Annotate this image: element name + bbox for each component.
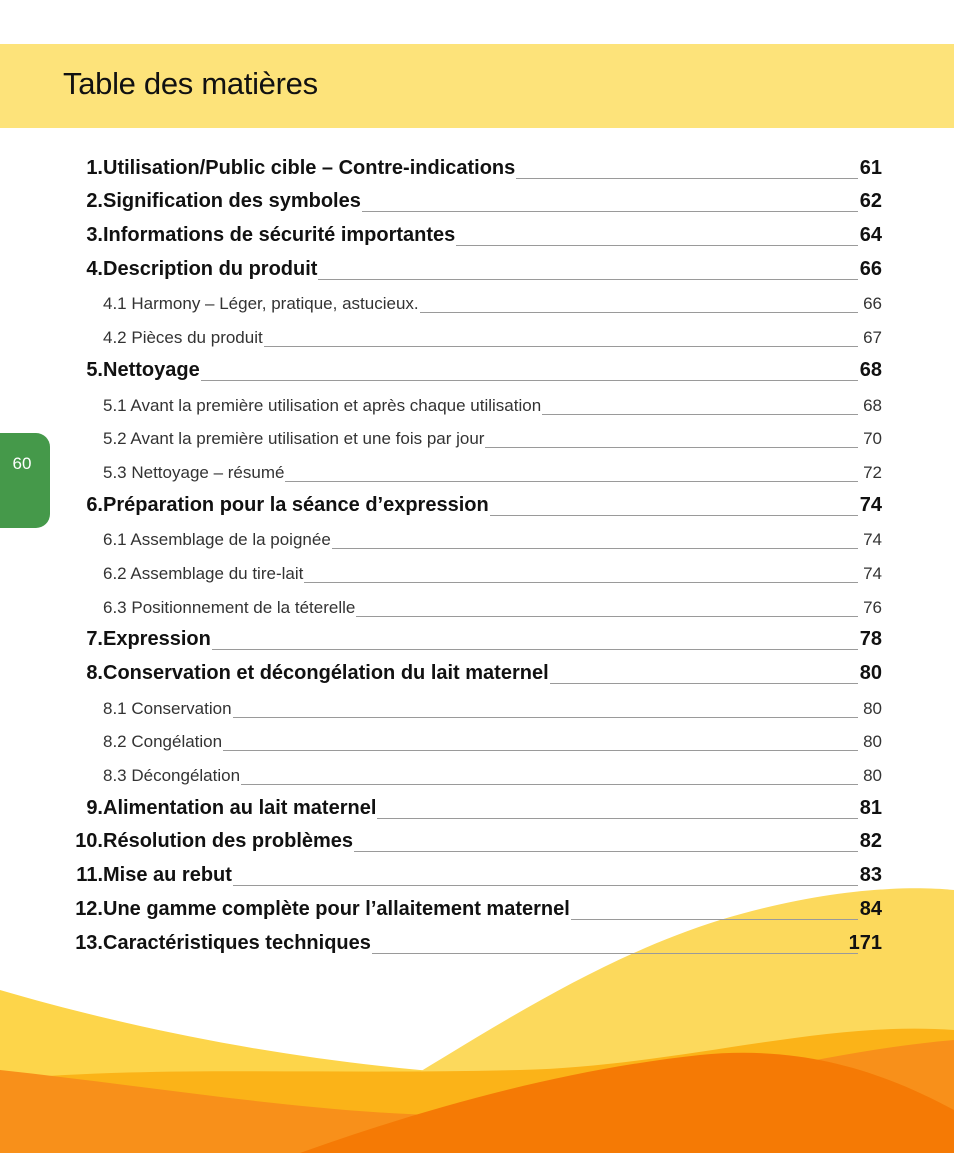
toc-entry[interactable] (0, 786, 954, 820)
toc-entry-page: 70 (863, 429, 882, 449)
toc-entry-title: Caractéristiques techniques (103, 931, 371, 954)
toc-entry-page: 82 (859, 830, 882, 853)
toc-entry-page: 80 (863, 766, 882, 786)
toc-entry-number: 4. (86, 257, 103, 280)
toc-entry-page: 67 (863, 328, 882, 348)
toc-entry-page: 84 (859, 897, 882, 920)
toc-entry[interactable] (0, 146, 954, 180)
toc-entry-number: 9. (86, 796, 103, 819)
toc-entry[interactable] (0, 247, 954, 281)
toc-leader-line (103, 649, 858, 650)
toc-entry-title: Expression (103, 628, 211, 651)
toc-entry-number: 12. (75, 897, 103, 920)
toc-entry-title: Mise au rebut (103, 864, 232, 887)
toc-entry-page: 74 (863, 563, 882, 583)
toc-entry-page: 68 (863, 395, 882, 415)
toc-subentry[interactable] (0, 550, 954, 584)
toc-subentry[interactable] (0, 382, 954, 416)
toc-entry-page: 62 (859, 190, 882, 213)
toc-subentry[interactable] (0, 719, 954, 753)
toc-entry-title: Description du produit (103, 257, 318, 280)
toc-entry-title: 4.1 Harmony – Léger, pratique, astucieux. (103, 294, 419, 314)
toc-entry-number: 5. (86, 358, 103, 381)
toc-subentry[interactable] (0, 449, 954, 483)
toc-entry-number: 13. (75, 931, 103, 954)
toc-entry-title: Conservation et décongélation du lait maternel (103, 662, 549, 684)
toc-entry-page: 72 (863, 462, 882, 482)
toc-entry-page: 171 (848, 931, 882, 954)
toc-subentry[interactable] (0, 752, 954, 786)
toc-entry-page: 80 (859, 662, 882, 684)
toc-entry-title: 8.3 Décongélation (103, 766, 241, 786)
toc-entry-page: 83 (859, 864, 882, 887)
toc-entry-page: 66 (863, 294, 882, 314)
toc-entry[interactable] (0, 820, 954, 854)
toc-entry[interactable] (0, 483, 954, 517)
decorative-waves (0, 880, 954, 1153)
toc-entry-title: 5.1 Avant la première utilisation et après chaque utilisation (103, 395, 542, 415)
toc-entry-title: 5.3 Nettoyage – résumé (103, 462, 285, 482)
toc-subentry[interactable] (0, 584, 954, 618)
toc-entry-page: 80 (863, 732, 882, 752)
toc-entry-number: 7. (86, 628, 103, 651)
toc-entry-page: 64 (859, 224, 882, 247)
toc-subentry[interactable] (0, 685, 954, 719)
toc-entry-number: 2. (86, 190, 103, 213)
toc-entry-page: 74 (863, 530, 882, 550)
toc-entry-title: Signification des symboles (103, 190, 361, 213)
toc-entry-title: Informations de sécurité importantes (103, 224, 456, 247)
toc-entry[interactable] (0, 651, 954, 685)
toc-entry-page: 74 (859, 493, 882, 516)
toc-entry-title: 5.2 Avant la première utilisation et une fois par jour (103, 429, 485, 449)
toc-entry-page: 78 (859, 628, 882, 651)
toc-subentry[interactable] (0, 314, 954, 348)
toc-entry[interactable] (0, 213, 954, 247)
toc-entry-number: 10. (75, 830, 103, 853)
toc-entry-page: 61 (859, 156, 882, 179)
toc-entry-page: 76 (863, 597, 882, 617)
toc-entry-number: 11. (76, 864, 103, 887)
toc-entry[interactable] (0, 618, 954, 652)
toc-entry-title: Préparation pour la séance d’expression (103, 493, 489, 516)
toc-entry-page: 68 (859, 358, 882, 381)
toc-entry-title: 8.2 Congélation (103, 732, 223, 752)
toc-entry-title: Résolution des problèmes (103, 830, 354, 853)
toc-entry-title: 6.2 Assemblage du tire-lait (103, 563, 304, 583)
toc-entry[interactable] (0, 180, 954, 214)
toc-entry-number: 6. (86, 493, 103, 516)
toc-entry-title: Utilisation/Public cible – Contre-indications (103, 156, 516, 179)
table-of-contents (0, 146, 954, 955)
toc-entry-title: 6.1 Assemblage de la poignée (103, 530, 331, 550)
toc-entry-page: 81 (859, 796, 882, 819)
page-title: Table des matières (63, 66, 318, 101)
toc-entry-title: Nettoyage (103, 358, 200, 381)
toc-subentry[interactable] (0, 281, 954, 315)
toc-entry-number: 3. (86, 224, 103, 247)
toc-entry-title: 6.3 Positionnement de la téterelle (103, 597, 356, 617)
toc-entry-page: 66 (859, 257, 882, 280)
toc-entry-title: Alimentation au lait maternel (103, 796, 377, 819)
toc-subentry[interactable] (0, 416, 954, 450)
toc-entry-number: 8. (86, 662, 103, 684)
toc-entry-title: 8.1 Conservation (103, 698, 232, 718)
toc-entry[interactable] (0, 348, 954, 382)
toc-leader-line (103, 380, 858, 381)
toc-entry-title: 4.2 Pièces du produit (103, 328, 263, 348)
toc-entry-number: 1. (86, 156, 103, 179)
toc-subentry[interactable] (0, 517, 954, 551)
toc-entry-page: 80 (863, 698, 882, 718)
toc-entry-title: Une gamme complète pour l’allaitement maternel (103, 897, 570, 920)
page-number: 60 (12, 454, 32, 473)
